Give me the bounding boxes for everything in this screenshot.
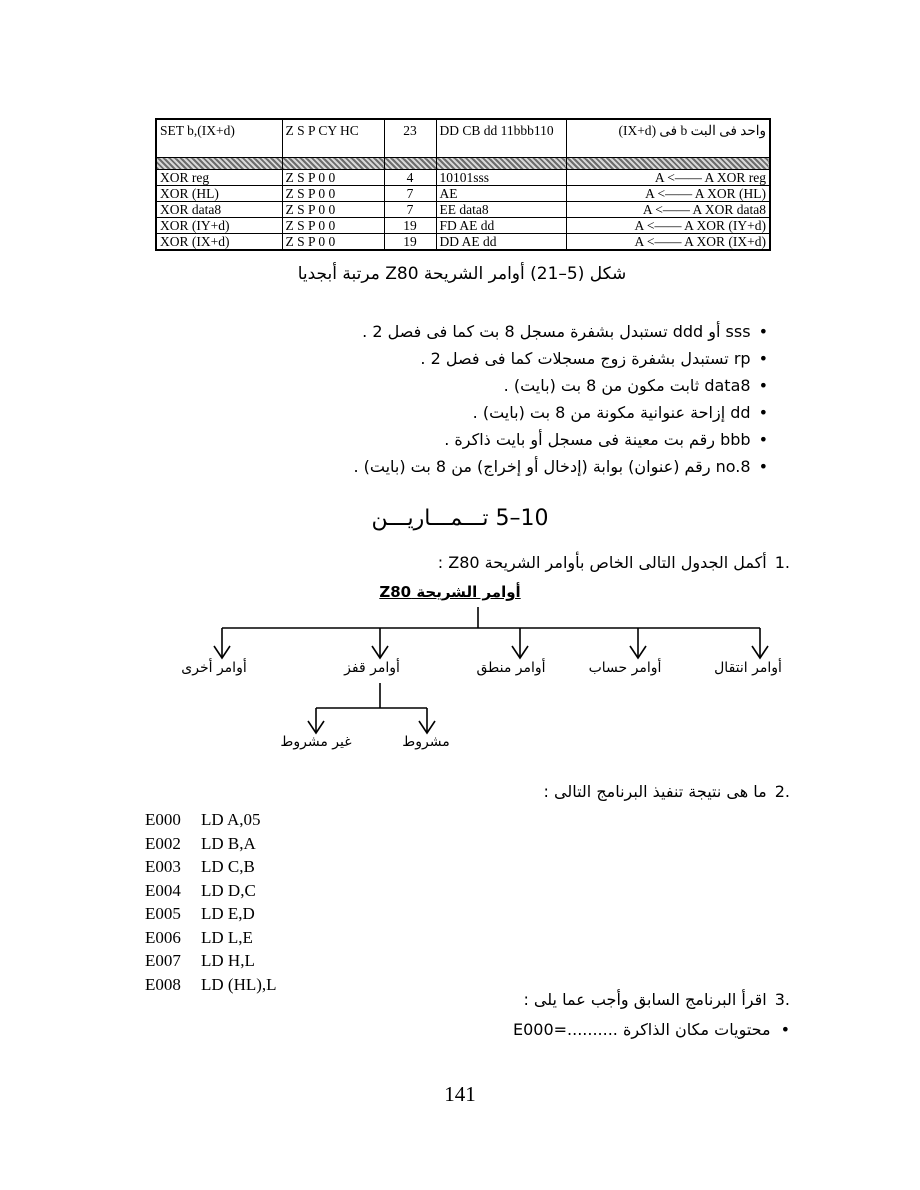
table-caption: شكل (5–21) أوامر الشريحة Z80 مرتبة أبجديا [297, 264, 627, 284]
code-line [145, 949, 277, 973]
table-row [156, 202, 770, 218]
code-instruction: LD D,C [201, 880, 256, 900]
code-instruction: LD C,B [201, 857, 255, 876]
tree-node-jump: أوامر قفز [344, 660, 400, 676]
operation-cell: A <—— A XOR (IY+d) [566, 218, 770, 234]
question-number: .2 [774, 782, 790, 801]
instruction-table [155, 118, 771, 251]
flags-cell: Z S P 0 0 [282, 170, 384, 186]
code-address: E004 [145, 880, 181, 900]
opcode-cell: 10101sss [436, 170, 566, 186]
mnemonic-cell: XOR (IY+d) [156, 218, 282, 234]
question-1 [438, 553, 790, 572]
code-address: E003 [145, 857, 181, 876]
code-address: E008 [145, 974, 181, 994]
code-instruction: LD B,A [201, 833, 256, 853]
mnemonic-cell: XOR reg [156, 170, 282, 186]
code-line [145, 879, 277, 903]
mnemonic-cell: XOR (IX+d) [156, 234, 282, 251]
program-listing [145, 808, 277, 996]
list-item: • no.8 رقم (عنوان) بوابة (إدخال أو إخراج) من 8 بت (بايت) . [148, 453, 768, 480]
operation-cell: A <—— A XOR reg [566, 170, 770, 186]
list-item: • bbb رقم بت معينة فى مسجل أو بايت ذاكرة . [148, 426, 768, 453]
code-instruction: LD E,D [201, 904, 255, 923]
opcode-cell: DD AE dd [436, 234, 566, 251]
cycles-cell: 23 [384, 119, 436, 158]
opcode-cell: DD CB dd 11bbb110 [436, 119, 566, 158]
flags-cell: Z S P 0 0 [282, 234, 384, 251]
list-item: • rp تستبدل بشفرة زوج مسجلات كما فى فصل 2 . [148, 345, 768, 372]
list-item: • dd إزاحة عنوانية مكونة من 8 بت (بايت) . [148, 399, 768, 426]
code-address: E002 [145, 833, 181, 853]
cycles-cell: 19 [384, 234, 436, 251]
code-line [145, 855, 277, 879]
flags-cell: Z S P CY HC [282, 119, 384, 158]
operation-cell: A <—— A XOR data8 [566, 202, 770, 218]
tree-node-logic: أوامر منطق [476, 660, 546, 676]
tree-node-other: أوامر أخرى [181, 660, 247, 676]
code-address: E005 [145, 904, 181, 923]
code-address: E006 [145, 927, 181, 947]
operation-cell: A <—— A XOR (HL) [566, 186, 770, 202]
page-number: 141 [444, 1082, 476, 1106]
shaded-separator-row [156, 158, 770, 170]
question-number: .3 [774, 990, 790, 1009]
code-instruction: LD (HL),L [201, 974, 277, 994]
question-2 [544, 782, 790, 801]
notes-list [148, 318, 768, 480]
mnemonic-cell: XOR (HL) [156, 186, 282, 202]
tree-node-arithmetic: أوامر حساب [588, 660, 662, 676]
cycles-cell: 7 [384, 202, 436, 218]
list-item: • sss أو ddd تستبدل بشفرة مسجل 8 بت كما فى فصل 2 . [148, 318, 768, 345]
code-instruction: LD L,E [201, 927, 253, 947]
tree-node-unconditional: غير مشروط [280, 734, 352, 750]
opcode-cell: EE data8 [436, 202, 566, 218]
code-line [145, 808, 277, 832]
flags-cell: Z S P 0 0 [282, 202, 384, 218]
table-row [156, 218, 770, 234]
flags-cell: Z S P 0 0 [282, 186, 384, 202]
opcode-cell: FD AE dd [436, 218, 566, 234]
code-line [145, 832, 277, 856]
section-title: 10–5 تـــمـــاريـــن [371, 506, 549, 531]
question-3 [523, 990, 790, 1009]
mnemonic-cell: SET b,(IX+d) [156, 119, 282, 158]
question-text: أكمل الجدول التالى الخاص بأوامر الشريحة Z80 : [437, 553, 767, 572]
question-3-item: • محتويات مكان الذاكرة ..........=E000 [513, 1020, 790, 1039]
opcode-cell: AE [436, 186, 566, 202]
table-row [156, 234, 770, 251]
table-row [156, 170, 770, 186]
table-row [156, 186, 770, 202]
code-line [145, 973, 277, 997]
tree-root-label: أوامر الشريحة Z80 [379, 583, 521, 601]
operation-cell: A <—— A XOR (IX+d) [566, 234, 770, 251]
code-line [145, 902, 277, 926]
question-number: .1 [774, 553, 790, 572]
tree-node-transfer: أوامر انتقال [714, 660, 782, 676]
question-text: ما هى نتيجة تنفيذ البرنامج التالى : [543, 782, 767, 801]
code-instruction: LD H,L [201, 951, 255, 970]
code-address: E000 [145, 810, 181, 829]
list-item: • data8 ثابت مكون من 8 بت (بايت) . [148, 372, 768, 399]
mnemonic-cell: XOR data8 [156, 202, 282, 218]
code-address: E007 [145, 951, 181, 970]
cycles-cell: 4 [384, 170, 436, 186]
question-text: اقرأ البرنامج السابق وأجب عما يلى : [523, 990, 767, 1009]
tree-node-conditional: مشروط [402, 734, 450, 750]
operation-cell: واحد فى البت b فى (IX+d) [566, 119, 770, 158]
cycles-cell: 7 [384, 186, 436, 202]
code-line [145, 926, 277, 950]
flags-cell: Z S P 0 0 [282, 218, 384, 234]
table-row [156, 119, 770, 158]
cycles-cell: 19 [384, 218, 436, 234]
code-instruction: LD A,05 [201, 810, 261, 829]
